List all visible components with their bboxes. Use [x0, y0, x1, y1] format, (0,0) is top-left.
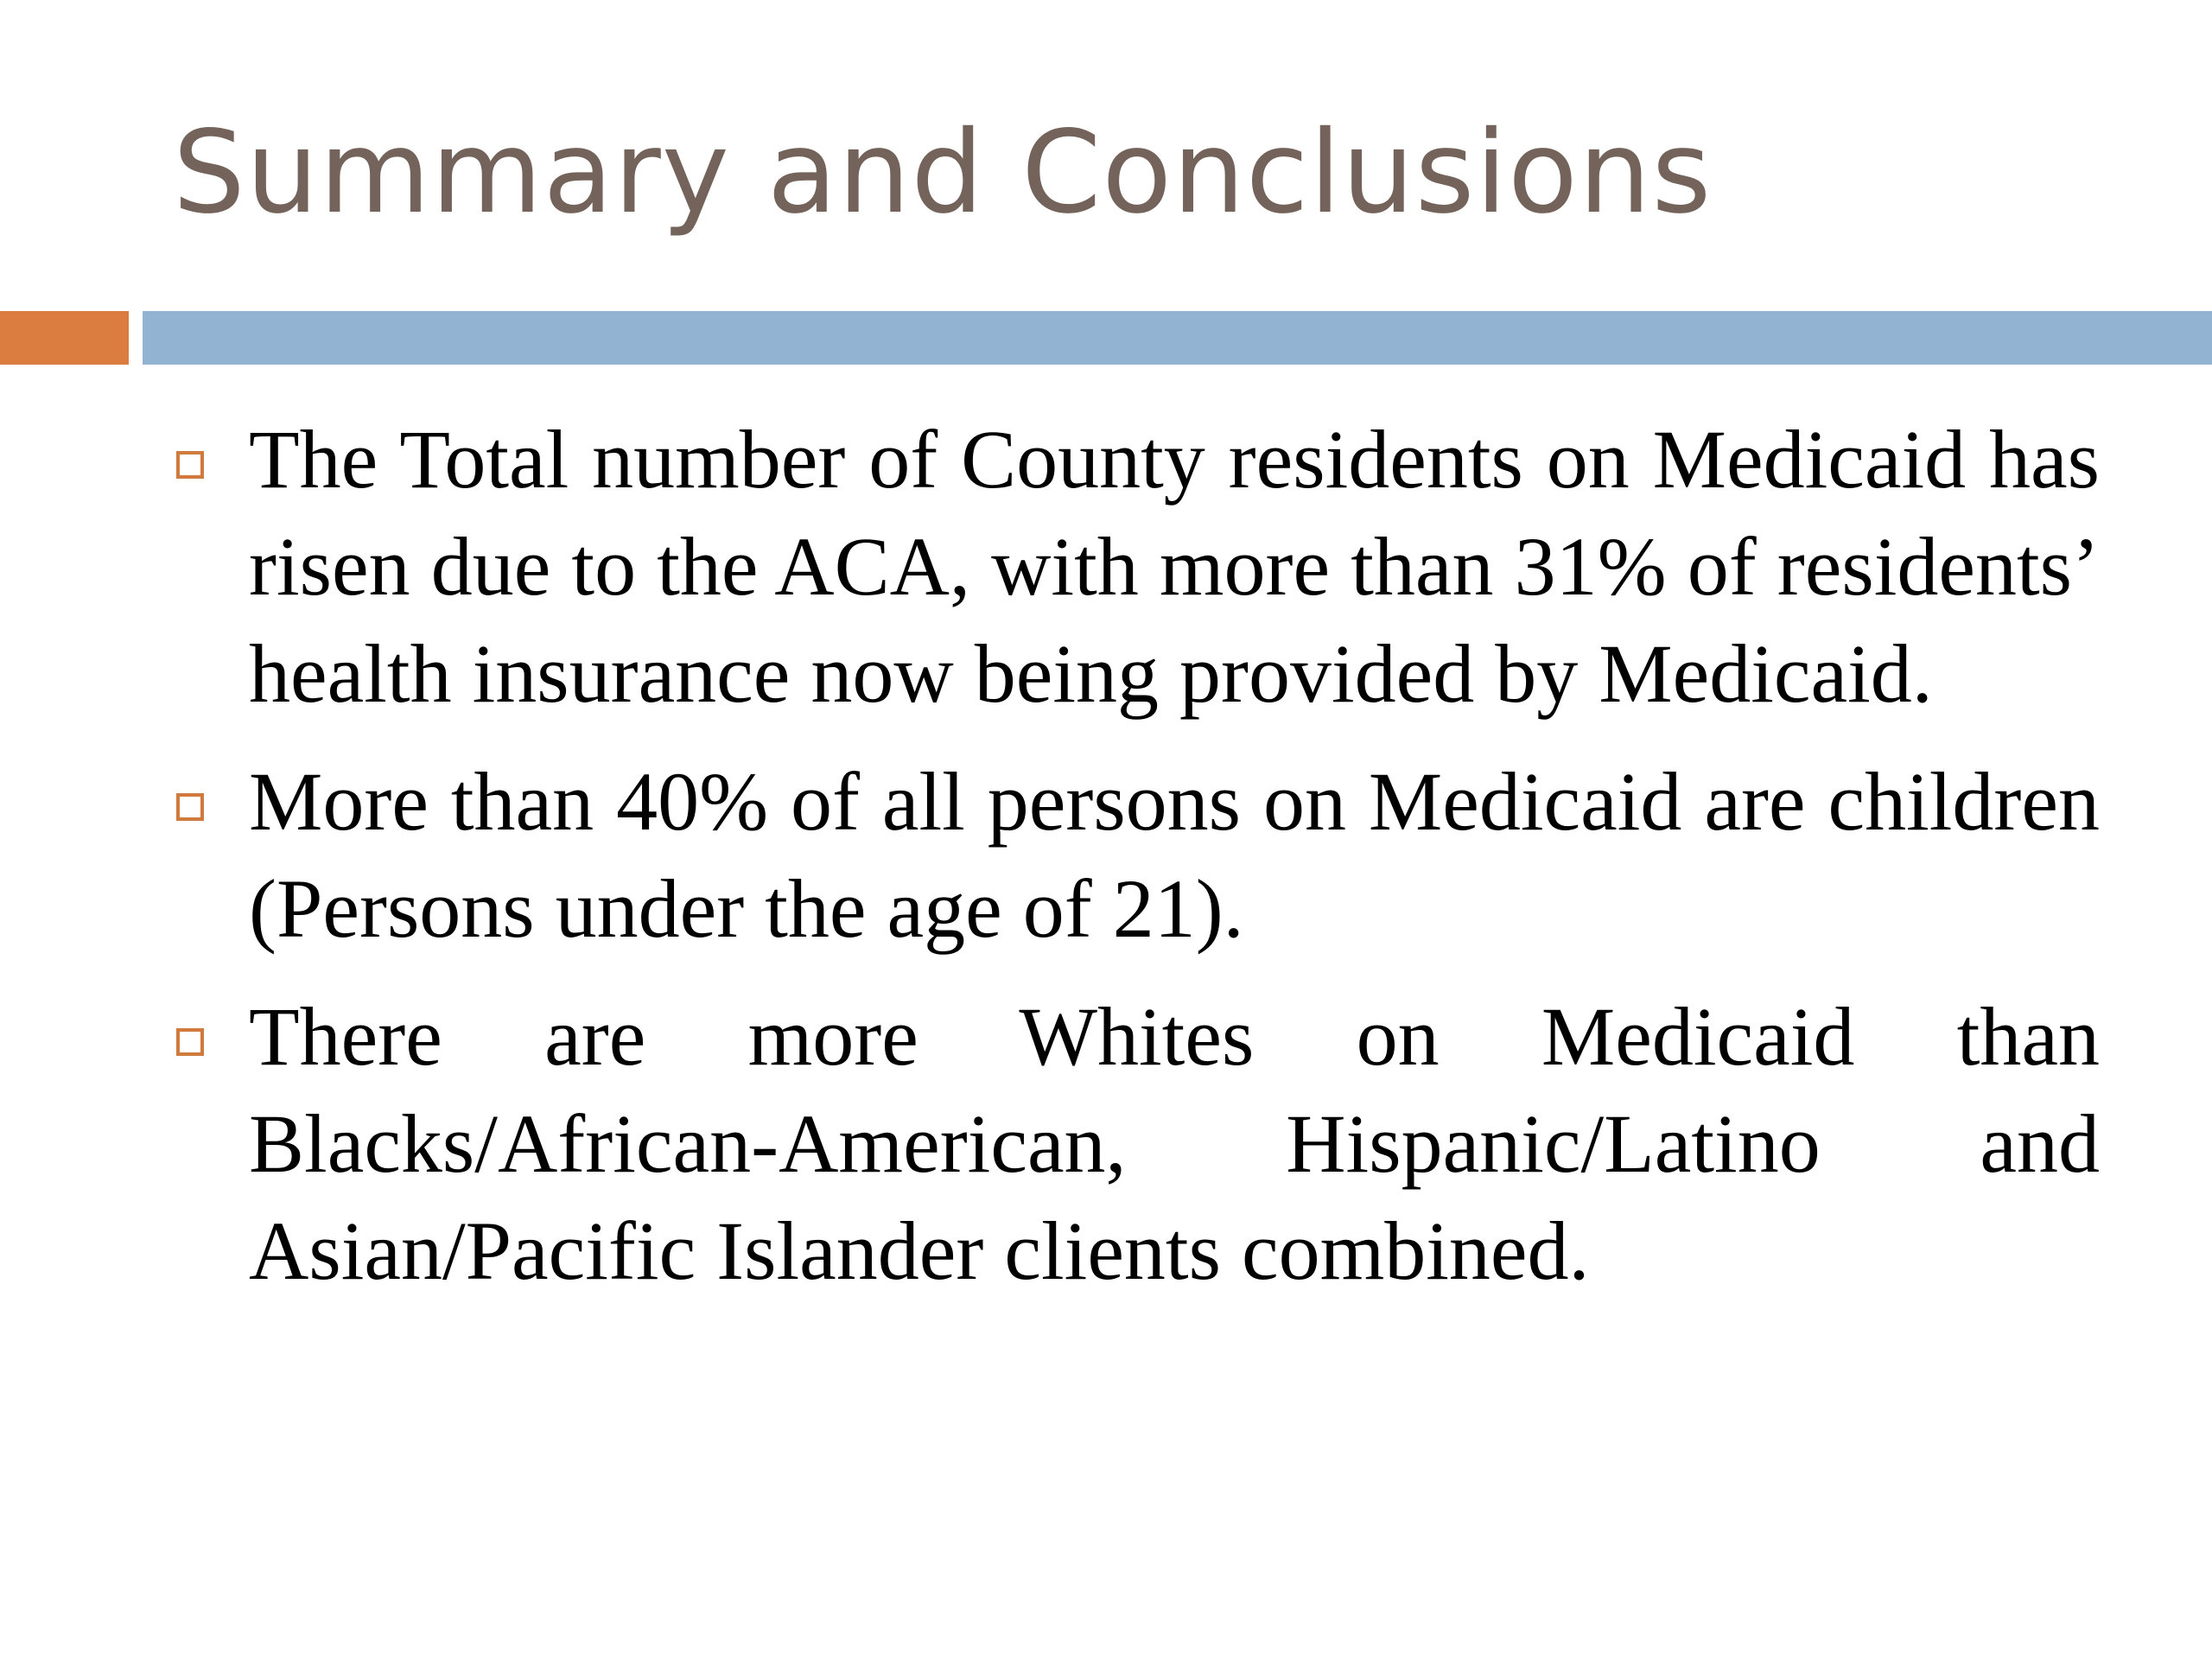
bullet-item — [173, 983, 2100, 1305]
bullet-item — [173, 748, 2100, 963]
bullet-item — [173, 406, 2100, 728]
slide-title: Summary and Conclusions — [173, 106, 1713, 239]
bullet-text: More than 40% of all persons on Medicaid are children (Persons under the age of 21). — [249, 755, 2100, 955]
hollow-square-icon — [176, 451, 204, 479]
title-divider-bar — [143, 311, 2212, 365]
title-accent-bar — [0, 311, 129, 365]
bullet-list — [173, 406, 2100, 1325]
bullet-text: The Total number of County residents on Medicaid has risen due to the ACA, with more than 31% of residents’ health insurance now being provided by Medicaid. — [249, 413, 2100, 720]
bullet-text: There are more Whites on Medicaid than Blacks/African-American, Hispanic/Latino and Asian/Pacific Islander clients combined. — [249, 990, 2100, 1297]
hollow-square-icon — [176, 1028, 204, 1056]
hollow-square-icon — [176, 793, 204, 821]
